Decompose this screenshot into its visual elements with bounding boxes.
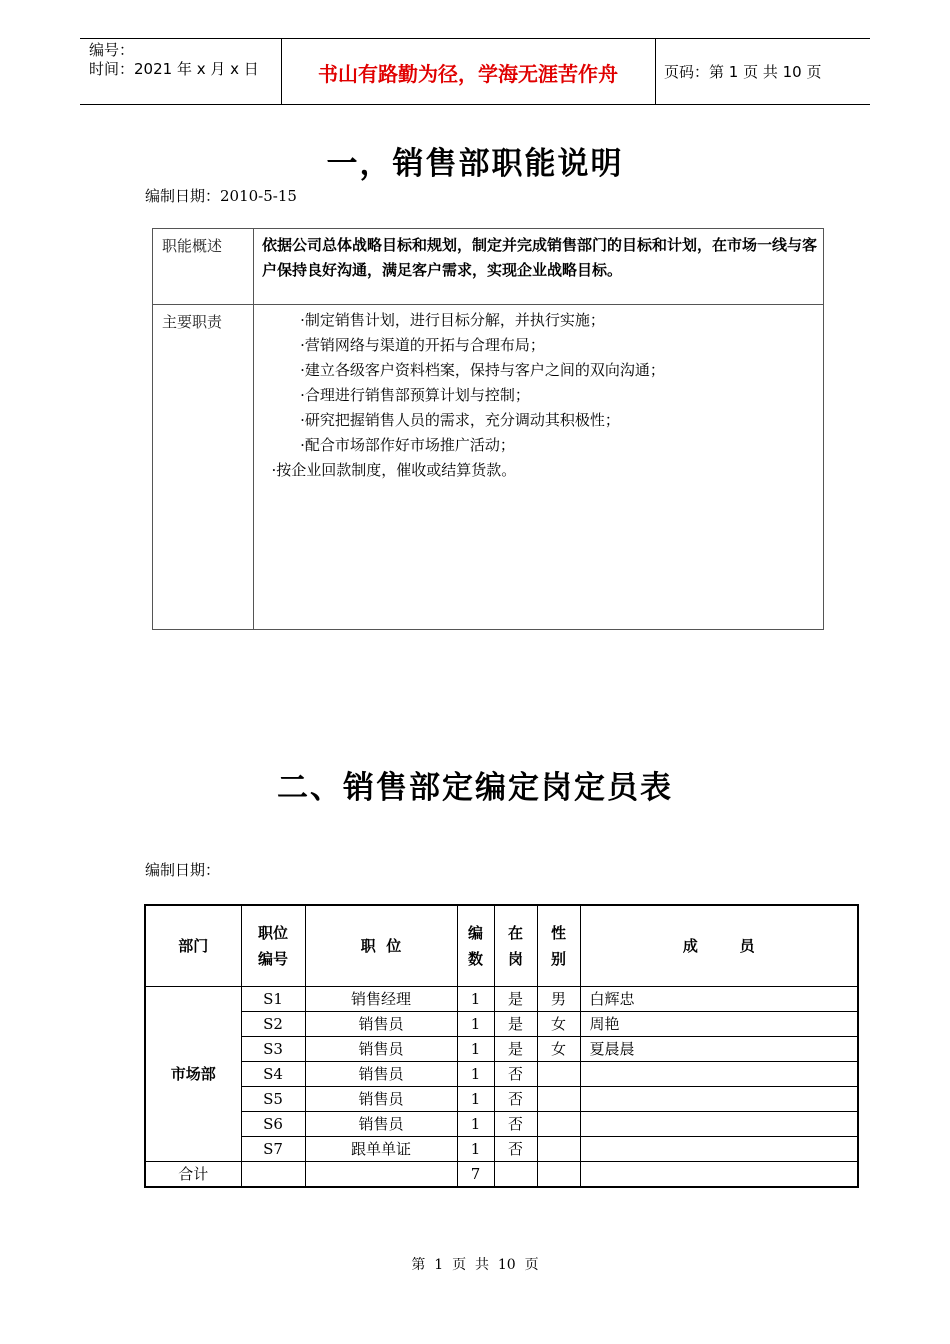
- header-divider: [655, 38, 656, 104]
- member-cell: 白辉忠: [580, 987, 858, 1012]
- duty-table-row-divider: [152, 304, 824, 305]
- duties-label: 主要职责: [162, 313, 223, 331]
- overview-text: 依据公司总体战略目标和规划，制定并完成销售部门的目标和计划，在市场一线与客户保持良好沟通，满足客户需求，实现企业战略目标。: [262, 236, 818, 279]
- count-cell: 1: [457, 1062, 494, 1087]
- total-row: [145, 1162, 858, 1188]
- section2-date: 编制日期：: [145, 861, 221, 879]
- section2-title: 二、销售部定编定岗定员表: [277, 770, 673, 806]
- count-cell: 1: [457, 1087, 494, 1112]
- on-post-cell: 否: [494, 1137, 537, 1162]
- duty-item: ·配合市场部作好市场推广活动；: [262, 436, 515, 454]
- duty-item: ·合理进行销售部预算计划与控制；: [262, 386, 530, 404]
- total-count: 7: [457, 1162, 494, 1188]
- duty-item: ·按企业回款制度，催收或结算货款。: [262, 461, 517, 479]
- on-post-cell: 否: [494, 1087, 537, 1112]
- code-cell: S7: [241, 1137, 305, 1162]
- table-row: [145, 1112, 858, 1137]
- code-cell: S1: [241, 987, 305, 1012]
- duty-item: ·制定销售计划，进行目标分解，并执行实施；: [262, 311, 605, 329]
- total-label: 合计: [145, 1162, 241, 1188]
- table-row: [145, 1137, 858, 1162]
- count-cell: 1: [457, 1137, 494, 1162]
- code-cell: S3: [241, 1037, 305, 1062]
- member-cell: [580, 1137, 858, 1162]
- gender-cell: [537, 1112, 580, 1137]
- on-post-cell: 否: [494, 1112, 537, 1137]
- count-cell: 1: [457, 987, 494, 1012]
- table-row: [145, 1012, 858, 1037]
- position-cell: 销售员: [305, 1112, 457, 1137]
- header-member: 成 员: [580, 905, 858, 987]
- table-row: [145, 987, 858, 1012]
- overview-label: 职能概述: [162, 237, 223, 255]
- gender-cell: 女: [537, 1037, 580, 1062]
- section1-title: 一，销售部职能说明: [326, 146, 624, 182]
- code-cell: S5: [241, 1087, 305, 1112]
- position-cell: 销售员: [305, 1062, 457, 1087]
- code-cell: S4: [241, 1062, 305, 1087]
- code-cell: S6: [241, 1112, 305, 1137]
- gender-cell: [537, 1087, 580, 1112]
- duties-list: [262, 308, 818, 483]
- total-empty-cell: [580, 1162, 858, 1188]
- header-page-info: 页码：第 1 页 共 10 页: [664, 63, 822, 81]
- total-empty-cell: [305, 1162, 457, 1188]
- position-cell: 销售员: [305, 1037, 457, 1062]
- header-code: 职位 编号: [241, 905, 305, 987]
- gender-cell: 女: [537, 1012, 580, 1037]
- gender-cell: [537, 1062, 580, 1087]
- gender-cell: [537, 1137, 580, 1162]
- staffing-table: [144, 904, 859, 1188]
- duty-table-divider: [253, 228, 254, 630]
- header-top-rule: [80, 38, 870, 39]
- member-cell: [580, 1087, 858, 1112]
- count-cell: 1: [457, 1012, 494, 1037]
- section1-date: 编制日期：2010-5-15: [145, 187, 297, 205]
- position-cell: 销售员: [305, 1087, 457, 1112]
- header-bottom-rule: [80, 104, 870, 105]
- header-count: 编 数: [457, 905, 494, 987]
- table-header-row: [145, 905, 858, 987]
- page-footer: 第 1 页 共 10 页: [411, 1257, 539, 1273]
- count-cell: 1: [457, 1037, 494, 1062]
- total-empty-cell: [537, 1162, 580, 1188]
- gender-cell: 男: [537, 987, 580, 1012]
- position-cell: 跟单单证: [305, 1137, 457, 1162]
- total-empty-cell: [241, 1162, 305, 1188]
- table-row: [145, 1062, 858, 1087]
- duty-item: ·建立各级客户资料档案，保持与客户之间的双向沟通；: [262, 361, 665, 379]
- header-position: 职 位: [305, 905, 457, 987]
- table-row: [145, 1087, 858, 1112]
- member-cell: 夏晨晨: [580, 1037, 858, 1062]
- position-cell: 销售员: [305, 1012, 457, 1037]
- header-time: 时间：2021 年 x 月 x 日: [89, 60, 259, 78]
- on-post-cell: 否: [494, 1062, 537, 1087]
- member-cell: [580, 1112, 858, 1137]
- duty-item: ·研究把握销售人员的需求，充分调动其积极性；: [262, 411, 620, 429]
- header-gender: 性 别: [537, 905, 580, 987]
- on-post-cell: 是: [494, 1037, 537, 1062]
- header-motto: 书山有路勤为径，学海无涯苦作舟: [318, 62, 618, 86]
- on-post-cell: 是: [494, 1012, 537, 1037]
- header-on-post: 在 岗: [494, 905, 537, 987]
- duty-item: ·营销网络与渠道的开拓与合理布局；: [262, 336, 545, 354]
- member-cell: 周艳: [580, 1012, 858, 1037]
- header-dept: 部门: [145, 905, 241, 987]
- total-empty-cell: [494, 1162, 537, 1188]
- table-row: [145, 1037, 858, 1062]
- count-cell: 1: [457, 1112, 494, 1137]
- code-cell: S2: [241, 1012, 305, 1037]
- on-post-cell: 是: [494, 987, 537, 1012]
- department-cell: 市场部: [145, 987, 241, 1162]
- header-serial: 编号：: [89, 41, 135, 59]
- position-cell: 销售经理: [305, 987, 457, 1012]
- member-cell: [580, 1062, 858, 1087]
